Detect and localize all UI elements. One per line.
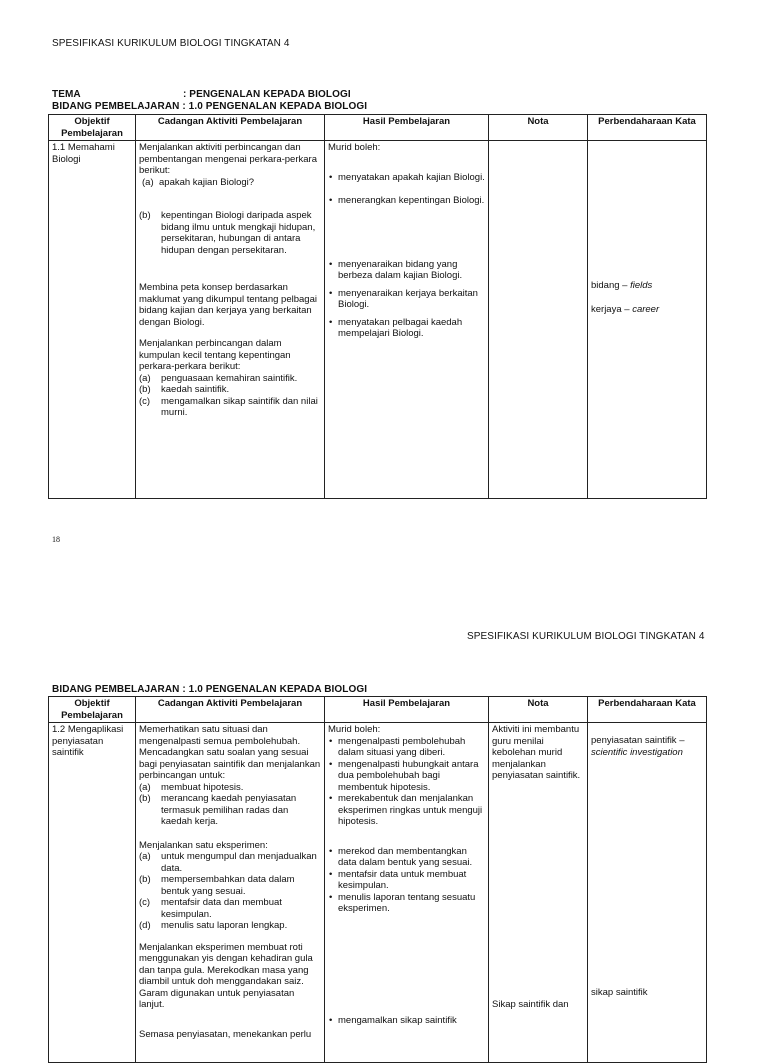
- list-text: menulis satu laporan lengkap.: [161, 920, 288, 931]
- nota-cell: [489, 723, 588, 1063]
- bullet-item: • merekod dan membentangkan data dalam bentuk yang sesuai.: [328, 846, 485, 869]
- bullet-item: • menyenaraikan kerjaya berkaitan Biologi.: [328, 288, 485, 311]
- list-item: [139, 897, 321, 920]
- list-label: (b): [139, 793, 151, 804]
- vocab-english: scientific investigation: [591, 746, 683, 758]
- col-hasil: Hasil Pembelajaran: [325, 115, 489, 141]
- cadangan-para: Menjalankan eksperimen membuat roti menggunakan yis dengan kehadiran gula dan tanpa gula. Merekodkan masa yang diambil untuk doh menggandakan saiz. Garam digunakan untuk penyiasatan lanjut.: [139, 941, 313, 1010]
- col-objektif: Objektif Pembelajaran: [49, 115, 136, 141]
- bidang-label-text: BIDANG PEMBELAJARAN: [52, 101, 180, 112]
- list-text: membuat hipotesis.: [161, 781, 244, 793]
- col-objektif: Objektif Pembelajaran: [49, 697, 136, 723]
- list-text: kaedah saintifik.: [161, 384, 230, 395]
- list-item: [139, 373, 321, 385]
- bidang-value: : 1.0 PENGENALAN KEPADA BIOLOGI: [179, 684, 368, 695]
- hasil-cell: [325, 141, 489, 499]
- list-text: mengamalkan sikap saintifik dan nilai murni.: [161, 395, 318, 418]
- list-label: (c): [139, 897, 151, 908]
- list-item: [139, 396, 321, 419]
- running-header: SPESIFIKASI KURIKULUM BIOLOGI TINGKATAN 4: [52, 38, 290, 49]
- objektif-cell: 1.1 Memahami Biologi: [49, 141, 136, 499]
- table-header-row: [49, 697, 707, 723]
- list-item: [139, 920, 321, 932]
- list-label: (a): [139, 372, 151, 384]
- vocab-english: career: [632, 303, 660, 315]
- bullet-item: • menyatakan apakah kajian Biologi.: [328, 172, 485, 184]
- cadangan-para: Memerhatikan satu situasi dan mengenalpasti semua pembolehubah. Mencadangkan satu soalan yang sesuai bagi penyiasatan saintifik dan menjalankan perbincangan untuk:: [139, 724, 321, 781]
- bullet-item: • menerangkan kepentingan Biologi.: [328, 195, 485, 207]
- bullet-item: • menyenaraikan bidang yang berbeza dalam kajian Biologi.: [328, 259, 485, 282]
- list-text: merancang kaedah penyiasatan termasuk pemilihan radas dan kaedah kerja.: [161, 793, 297, 827]
- col-perbendaharaan: Perbendaharaan Kata: [588, 697, 707, 723]
- cadangan-cell: [136, 723, 325, 1063]
- col-nota: Nota: [489, 697, 588, 723]
- bullet-item: • mengenalpasti hubungkait antara dua pembolehubah bagi membentuk hipotesis.: [328, 759, 485, 794]
- list-item: [139, 782, 321, 794]
- list-label: (b): [139, 210, 151, 221]
- list-text: penguasaan kemahiran saintifik.: [161, 372, 298, 384]
- bullet-item: • menulis laporan tentang sesuatu eksperimen.: [328, 892, 485, 915]
- spec-table-2: [48, 696, 707, 1063]
- list-item: [139, 384, 321, 396]
- list-item: [139, 874, 321, 897]
- cadangan-para: Menjalankan perbincangan dalam kumpulan kecil tentang kepentingan perkara-perkara berikut:: [139, 338, 291, 372]
- col-cadangan: Cadangan Aktiviti Pembelajaran: [136, 115, 325, 141]
- hasil-intro: Murid boleh:: [328, 142, 381, 153]
- vocab-term: bidang –: [591, 280, 631, 291]
- list-item: [139, 210, 321, 256]
- hasil-cell: [325, 723, 489, 1063]
- bidang-label: [52, 684, 367, 695]
- nota-text: Aktiviti ini membantu guru menilai kebolehan murid menjalankan penyiasatan saintifik.: [492, 724, 581, 781]
- col-perbendaharaan: Perbendaharaan Kata: [588, 115, 707, 141]
- list-text: untuk mengumpul dan menjadualkan data.: [161, 851, 317, 874]
- vocab-item: [591, 280, 703, 292]
- bullet-item: • menyatakan pelbagai kaedah mempelajari Biologi.: [328, 317, 485, 340]
- list-label: (c): [139, 395, 151, 407]
- list-text: mentafsir data dan membuat kesimpulan.: [161, 897, 282, 920]
- cadangan-para: Membina peta konsep berdasarkan maklumat yang dikumpul tentang pelbagai bidang kajian dan kerjaya yang berkaitan dengan Biologi.: [139, 282, 317, 328]
- tema-value: : PENGENALAN KEPADA BIOLOGI: [183, 89, 351, 100]
- hasil-intro: Murid boleh:: [328, 724, 381, 735]
- spec-table-1: [48, 114, 707, 499]
- table-row: [49, 723, 707, 1063]
- list-label: (d): [139, 920, 151, 931]
- col-cadangan: Cadangan Aktiviti Pembelajaran: [136, 697, 325, 723]
- col-nota: Nota: [489, 115, 588, 141]
- bidang-label: [52, 101, 367, 112]
- vocab-item: [591, 735, 703, 758]
- table-row: [49, 141, 707, 499]
- list-item: [139, 177, 321, 189]
- bullet-item: • mengenalpasti pembolehubah dalam situasi yang diberi.: [328, 736, 485, 759]
- bullet-item: • mentafsir data untuk membuat kesimpulan.: [328, 869, 485, 892]
- bidang-value: : 1.0 PENGENALAN KEPADA BIOLOGI: [179, 101, 368, 112]
- table-header-row: [49, 115, 707, 141]
- list-text: mempersembahkan data dalam bentuk yang sesuai.: [161, 874, 295, 897]
- list-text: apakah kajian Biologi?: [159, 176, 255, 188]
- vocab-term: penyiasatan saintifik –: [591, 735, 685, 746]
- vocab-english: fields: [630, 280, 653, 291]
- col-hasil: Hasil Pembelajaran: [325, 697, 489, 723]
- list-label: (a): [142, 176, 154, 188]
- page-number: 18: [52, 535, 60, 544]
- bidang-label-text: BIDANG PEMBELAJARAN: [52, 684, 180, 695]
- list-label: (b): [139, 874, 151, 885]
- vocab-item: sikap saintifik: [591, 987, 648, 998]
- list-item: [139, 851, 321, 874]
- list-item: [139, 793, 321, 828]
- nota-cell: [489, 141, 588, 499]
- tema-label: TEMA: [52, 89, 81, 100]
- cadangan-cell: [136, 141, 325, 499]
- vocab-term: kerjaya –: [591, 303, 633, 315]
- cadangan-para: Semasa penyiasatan, menekankan perlu: [139, 1028, 312, 1040]
- bullet-item: • mengamalkan sikap saintifik: [328, 1015, 485, 1027]
- bullet-item: • merekabentuk dan menjalankan eksperimen ringkas untuk menguji hipotesis.: [328, 793, 485, 828]
- running-header: SPESIFIKASI KURIKULUM BIOLOGI TINGKATAN 4: [467, 631, 705, 642]
- list-text: kepentingan Biologi daripada aspek bidang ilmu untuk mengkaji hidupan, persekitaran, hubungan di antara hidupan dengan persekitaran.: [161, 210, 316, 256]
- list-label: (a): [139, 851, 151, 862]
- cadangan-para: Menjalankan aktiviti perbincangan dan pembentangan mengenai perkara-perkara berikut:: [139, 142, 317, 176]
- list-label: (b): [139, 384, 151, 395]
- vocab-item: [591, 304, 703, 316]
- list-label: (a): [139, 781, 151, 793]
- nota-text: Sikap saintifik dan: [492, 998, 569, 1010]
- perbendaharaan-cell: [588, 723, 707, 1063]
- objektif-cell: 1.2 Mengaplikasi penyiasatan saintifik: [49, 723, 136, 1063]
- perbendaharaan-cell: [588, 141, 707, 499]
- cadangan-para: Menjalankan satu eksperimen:: [139, 839, 268, 851]
